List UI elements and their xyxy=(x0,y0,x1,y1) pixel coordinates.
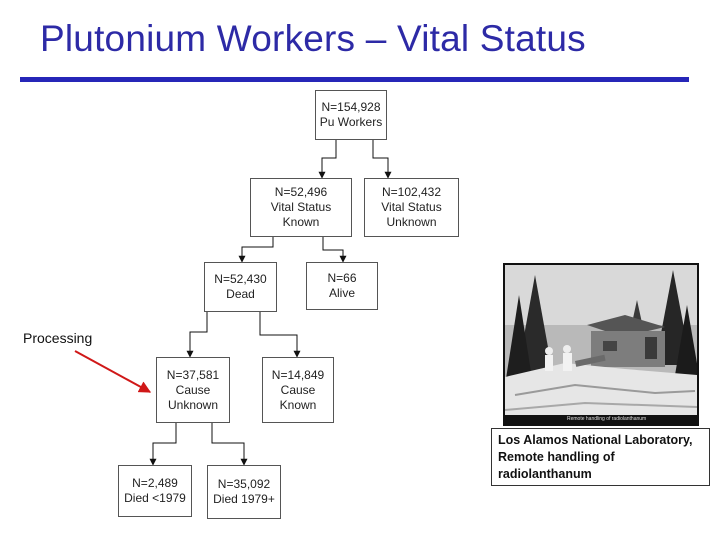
node-died-before-count: N=2,489 xyxy=(132,476,178,490)
processing-arrow xyxy=(75,351,150,392)
node-cause-unknown-label: Cause xyxy=(175,382,211,397)
node-cause-known xyxy=(262,357,334,423)
node-cause-known-label2: Known xyxy=(279,397,317,412)
photo-caption: Los Alamos National Laboratory, Remote handling of radiolanthanum xyxy=(491,428,710,486)
connector-known-alive xyxy=(323,237,343,262)
connector-known-dead xyxy=(242,237,273,262)
node-pu-workers xyxy=(315,90,387,140)
node-alive-label: Alive xyxy=(328,286,355,300)
lab-photo xyxy=(503,263,699,426)
connector-root-known xyxy=(322,140,336,178)
node-alive-count: N=66 xyxy=(327,271,357,285)
node-vs-unknown-count: N=102,432 xyxy=(381,185,442,199)
node-vital-status-known xyxy=(250,178,352,237)
node-cause-unknown xyxy=(156,357,230,423)
node-vs-known-label2: Known xyxy=(282,215,320,229)
connector-cause-died-before xyxy=(153,423,176,465)
node-died-before-1979 xyxy=(118,465,192,517)
slide-title: Plutonium Workers – Vital Status xyxy=(40,18,586,59)
connector-cause-died-after xyxy=(212,423,244,465)
node-cause-known-label: Cause xyxy=(280,382,316,397)
node-dead-label: Dead xyxy=(226,287,255,301)
node-vital-status-unknown xyxy=(364,178,459,237)
node-pu-workers-count: N=154,928 xyxy=(321,100,381,114)
node-died-before-label: Died <1979 xyxy=(124,491,186,505)
node-cause-unknown-label2: Unknown xyxy=(167,397,219,412)
node-vs-unknown-label: Vital Status xyxy=(381,200,442,214)
node-dead xyxy=(204,262,277,312)
node-dead-count: N=52,430 xyxy=(214,272,267,286)
lab-photo-inset-caption: Remote handling of radiolanthanum xyxy=(567,416,647,422)
node-cause-unknown-count: N=37,581 xyxy=(166,367,220,382)
connector-dead-cause-unknown xyxy=(190,312,207,357)
node-cause-known-count: N=14,849 xyxy=(271,367,325,382)
node-died-after-label: Died 1979+ xyxy=(213,492,275,506)
node-died-1979-plus xyxy=(207,465,281,519)
node-vs-known-count: N=52,496 xyxy=(274,185,328,199)
node-died-after-count: N=35,092 xyxy=(217,477,271,491)
node-pu-workers-label: Pu Workers xyxy=(319,115,383,129)
processing-label: Processing xyxy=(23,330,93,346)
node-alive xyxy=(306,262,378,310)
connector-dead-cause-known xyxy=(260,312,297,357)
node-vs-known-label: Vital Status xyxy=(270,200,332,214)
node-vs-unknown-label2: Unknown xyxy=(386,215,437,229)
connector-root-unknown xyxy=(373,140,388,178)
lab-photo-illustration xyxy=(505,265,697,424)
